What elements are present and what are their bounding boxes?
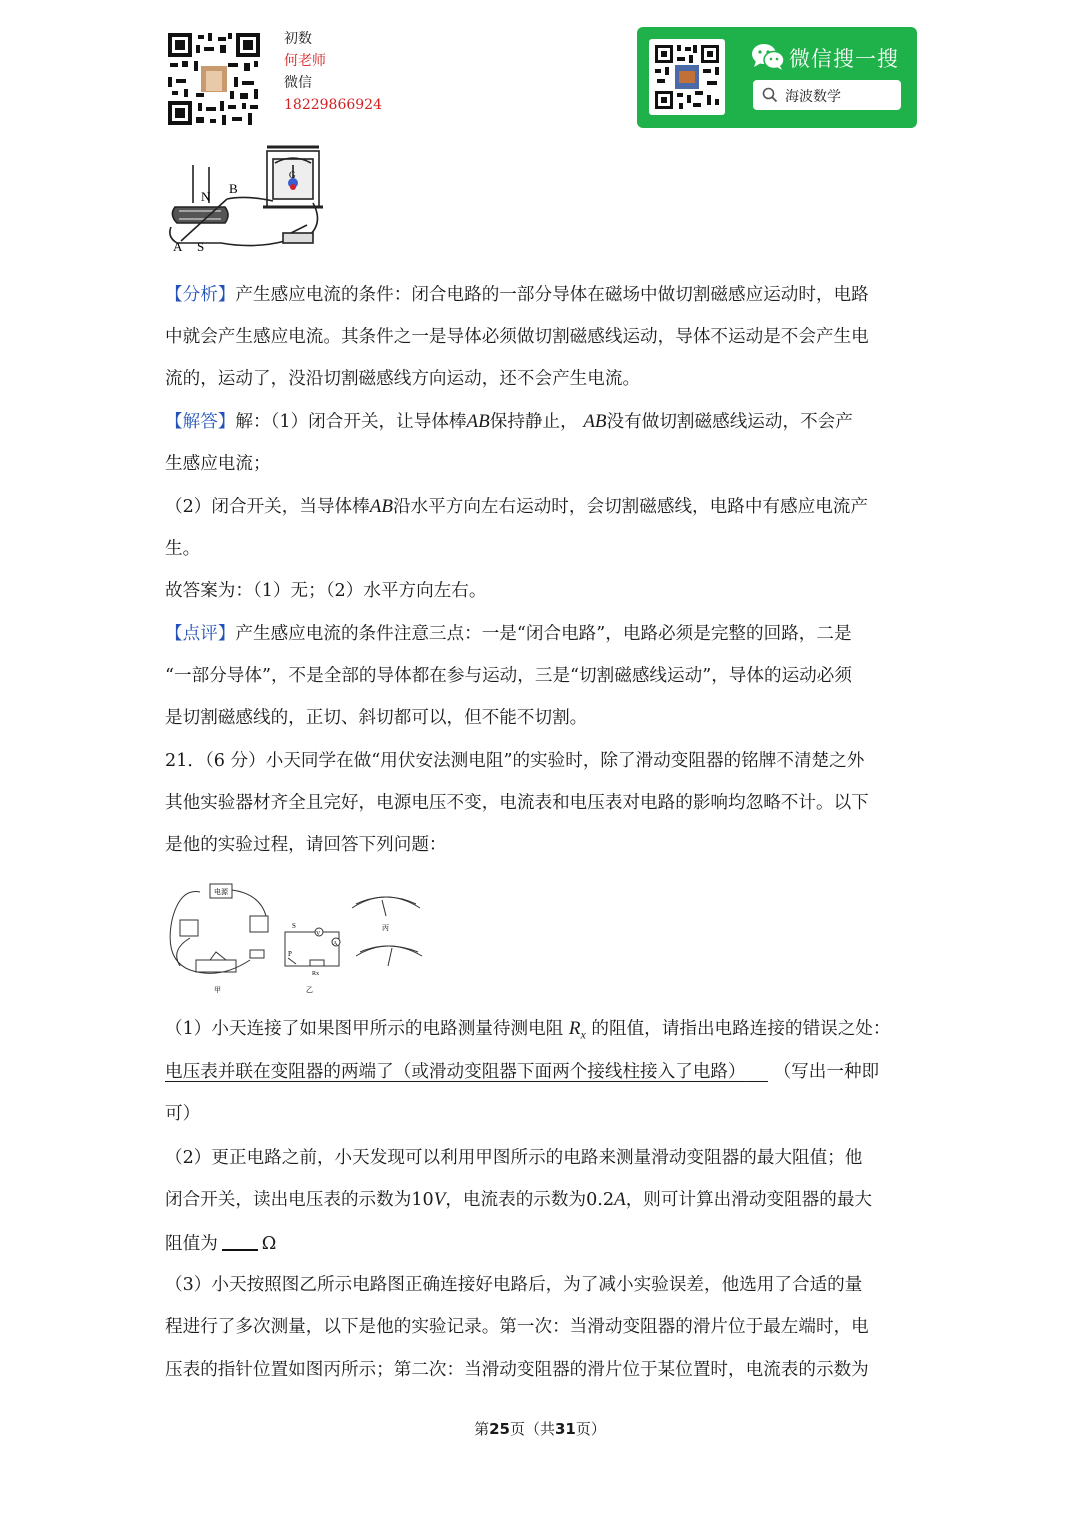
q21-part1-answer: 电压表并联在变阻器的两端了（或滑动变阻器下面两个接线柱接入了电路） — [165, 1062, 746, 1082]
solution-line-1: 【解答】解：（1）闭合开关，让导体棒AB保持静止， AB没有做切割磁感线运动，不会产 — [165, 411, 853, 432]
page-footer: 第25页（共31页） — [474, 1420, 606, 1438]
q21-part2-line-3: 阻值为 Ω — [165, 1231, 276, 1256]
q21-part3-line-3: 压表的指针位置如图丙所示；第二次：当滑动变阻器的滑片位于某位置时，电流表的示数为 — [165, 1360, 869, 1380]
q21-part2-line-1: （2）更正电路之前，小天发现可以利用甲图所示的电路来测量滑动变阻器的最大阻值；他 — [165, 1148, 863, 1168]
q21-part3-line-2: 程进行了多次测量，以下是他的实验记录。第一次：当滑动变阻器的滑片位于最左端时，电 — [165, 1317, 869, 1337]
figure-q21-circuits — [160, 880, 430, 995]
solution-line-2: 生感应电流； — [165, 454, 271, 474]
solution-line-3: （2）闭合开关，当导体棒AB沿水平方向左右运动时，会切割磁感线，电路中有感应电流产 — [165, 496, 868, 517]
contact-wechat-label: 微信 — [284, 75, 312, 91]
q21-line-3: 是他的实验过程，请回答下列问题： — [165, 835, 447, 855]
q21-part1-line-1: （1）小天连接了如果图甲所示的电路测量待测电阻 $R_x$ 的阻值，请指出电路连接的错误之处： — [165, 1018, 891, 1042]
contact-info — [284, 28, 382, 116]
label-S: S — [197, 239, 205, 254]
comment-line-2: “一部分导体”，不是全部的导体都在参与运动，三是“切割磁感线运动”，导体的运动必须 — [165, 666, 852, 686]
comment-line-3: 是切割磁感线的，正切、斜切都可以，但不能不切割。 — [165, 708, 588, 728]
answer-blank[interactable] — [222, 1231, 258, 1251]
wechat-bubbles-icon — [751, 43, 785, 75]
fig-label-yi: 乙 — [306, 986, 313, 994]
qr-pattern — [168, 33, 260, 125]
qr-code-left — [168, 33, 260, 125]
search-icon — [762, 87, 778, 103]
solution-tag: 【解答】 — [165, 412, 236, 432]
wechat-search-card[interactable] — [637, 27, 917, 128]
fig-label-S: S — [292, 922, 296, 930]
label-B: B — [229, 181, 238, 196]
wechat-search-keyword: 海波数学 — [785, 89, 841, 105]
page-number: 25 — [489, 1420, 510, 1438]
wechat-qr-code — [649, 39, 725, 115]
figure-induction-circuit — [165, 145, 335, 257]
wechat-search-box[interactable] — [753, 80, 901, 110]
q21-line-2: 其他实验器材齐全且完好，电源电压不变，电流表和电压表对电路的影响均忽略不计。以下 — [165, 793, 869, 813]
q21-part3-line-1: （3）小天按照图乙所示电路图正确连接好电路后，为了减小实验误差，他选用了合适的量 — [165, 1275, 863, 1295]
analysis-line-2: 中就会产生感应电流。其条件之一是导体必须做切割磁感线运动，导体不运动是不会产生电 — [165, 327, 869, 347]
contact-teacher: 何老师 — [284, 53, 326, 69]
label-A: A — [173, 239, 183, 254]
label-N: N — [201, 189, 211, 204]
contact-phone: 18229866924 — [284, 97, 382, 113]
label-G: G — [289, 170, 296, 180]
page-total: 31 — [555, 1420, 576, 1438]
wechat-search-title: 微信搜一搜 — [789, 47, 899, 71]
comment-tag: 【点评】 — [165, 624, 236, 644]
q21-part1-line-3: 可） — [165, 1104, 201, 1124]
analysis-line-3: 流的，运动了，没沿切割磁感线方向运动，还不会产生电流。 — [165, 369, 641, 389]
solution-answer: 故答案为：（1）无；（2）水平方向左右。 — [165, 581, 487, 601]
fig-label-P: P — [288, 950, 292, 958]
solution-line-4: 生。 — [165, 539, 201, 559]
fig-label-V: V — [316, 931, 321, 937]
q21-part1-line-2: 电压表并联在变阻器的两端了（或滑动变阻器下面两个接线柱接入了电路） （写出一种即 — [165, 1062, 880, 1082]
fig-label-Rx: Rx — [312, 971, 320, 977]
comment-line-1: 【点评】产生感应电流的条件注意三点：一是“闭合电路”，电路必须是完整的回路，二是 — [165, 624, 852, 644]
analysis-tag: 【分析】 — [165, 285, 236, 305]
fig-power-label: 电源 — [214, 888, 228, 896]
q21-line-1: 21．（6 分）小天同学在做“用伏安法测电阻”的实验时，除了滑动变阻器的铭牌不清楚之外 — [165, 751, 865, 771]
fig-label-bing: 丙 — [382, 924, 389, 932]
contact-label: 初数 — [284, 31, 312, 47]
q21-part2-line-2: 闭合开关，读出电压表的示数为10V，电流表的示数为0.2A，则可计算出滑动变阻器的最大 — [165, 1189, 873, 1210]
fig-label-A: A — [333, 941, 338, 947]
fig-label-jia: 甲 — [214, 986, 221, 994]
analysis-line-1: 【分析】产生感应电流的条件：闭合电路的一部分导体在磁场中做切割磁感应运动时，电路 — [165, 285, 869, 305]
